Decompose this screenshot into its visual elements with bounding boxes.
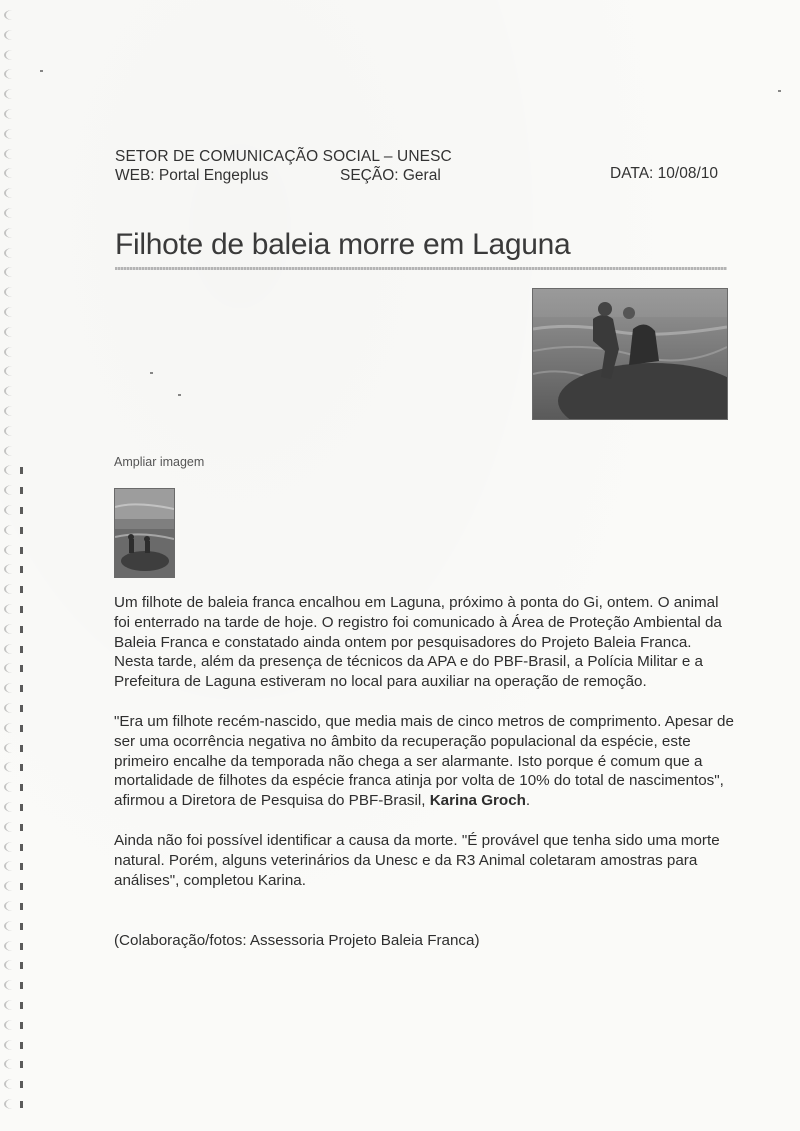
binding-mark (20, 844, 23, 851)
binding-mark (20, 705, 23, 712)
binding-mark (20, 943, 23, 950)
binding-mark (20, 606, 23, 613)
binding-hole (4, 208, 20, 218)
binding-hole (4, 683, 20, 693)
binding-hole (4, 109, 20, 119)
main-photo[interactable] (532, 288, 728, 420)
binding-hole (4, 842, 20, 852)
binding-hole (4, 802, 20, 812)
binding-hole (4, 921, 20, 931)
binding-hole (4, 426, 20, 436)
paragraph-1: Um filhote de baleia franca encalhou em Laguna, próximo à ponta do Gi, ontem. O animal foi enterrado na tarde de hoje. O registro foi comunicado à Área de Proteção Ambiental da Baleia Franca e constatado ainda ontem por pesquisadores do Projeto Baleia Franca. Nesta tarde, além da presença de técnicos da APA e do PBF-Brasil, a Polícia Militar e a Prefeitura de Laguna estiveram no local para auxiliar na operação de remoção. (114, 594, 722, 691)
binding-hole (4, 901, 20, 911)
photo-people-beach-whale-icon (533, 289, 727, 419)
binding-hole (4, 366, 20, 376)
binding-mark (20, 1081, 23, 1088)
binding-mark (20, 784, 23, 791)
binding-hole (4, 307, 20, 317)
binding-mark (20, 1042, 23, 1049)
binding-hole (4, 545, 20, 555)
binding-hole (4, 604, 20, 614)
binding-hole (4, 248, 20, 258)
page-title: Filhote de baleia morre em Laguna (115, 228, 571, 261)
binding-hole (4, 30, 20, 40)
binding-hole (4, 1000, 20, 1010)
binding-mark (20, 685, 23, 692)
binding-mark (20, 547, 23, 554)
binding-hole (4, 644, 20, 654)
binding-hole (4, 782, 20, 792)
section-label: SEÇÃO: Geral (340, 167, 441, 184)
title-divider (115, 267, 727, 270)
scan-speck (150, 372, 153, 374)
binding-hole (4, 406, 20, 416)
binding-hole (4, 1040, 20, 1050)
article-body (114, 593, 734, 910)
binding-mark (20, 923, 23, 930)
thumbnail-photo[interactable] (114, 488, 175, 578)
binding-mark (20, 527, 23, 534)
binding-hole (4, 50, 20, 60)
binding-hole (4, 723, 20, 733)
binding-mark (20, 626, 23, 633)
binding-mark (20, 764, 23, 771)
binding-hole (4, 129, 20, 139)
binding-hole (4, 287, 20, 297)
binding-hole (4, 446, 20, 456)
binding-hole (4, 347, 20, 357)
binding-mark (20, 725, 23, 732)
paragraph-2-text: "Era um filhote recém-nascido, que media mais de cinco metros de comprimento. Apesar de ser uma ocorrência negativa no âmbito da recuperação populacional da espécie, este primeiro encalhe da temporada não chega a ser alarmante. Isto porque é comum que a mortalidade de filhotes da espécie franca atinja por volta de 10% do total de nascimentos", afirmou a Diretora de Pesquisa do PBF-Brasil, (114, 712, 734, 810)
binding-mark (20, 962, 23, 969)
binding-hole (4, 525, 20, 535)
binding-hole (4, 703, 20, 713)
binding-hole (4, 584, 20, 594)
binding-hole (4, 228, 20, 238)
binding-hole (4, 10, 20, 20)
binding-mark (20, 824, 23, 831)
paragraph-3: Ainda não foi possível identificar a causa da morte. "É provável que tenha sido uma morte natural. Porém, alguns veterinários da Unesc e da R3 Animal coletaram amostras para análises", completou Karina. (114, 831, 720, 889)
binding-hole (4, 168, 20, 178)
binding-hole (4, 1059, 20, 1069)
binding-hole (4, 149, 20, 159)
binding-hole (4, 881, 20, 891)
enlarge-image-link[interactable]: Ampliar imagem (114, 455, 205, 469)
binding-hole (4, 762, 20, 772)
binding-mark (20, 507, 23, 514)
binding-mark (20, 586, 23, 593)
binding-hole (4, 663, 20, 673)
binding-mark (20, 566, 23, 573)
date-label: DATA: 10/08/10 (610, 165, 718, 182)
binding-hole (4, 267, 20, 277)
binding-hole (4, 465, 20, 475)
binding-hole (4, 69, 20, 79)
binding-hole (4, 980, 20, 990)
binding-mark (20, 1101, 23, 1108)
binding-hole (4, 861, 20, 871)
binding-hole (4, 485, 20, 495)
binding-hole (4, 327, 20, 337)
binding-hole (4, 386, 20, 396)
binding-mark (20, 1061, 23, 1068)
binding-mark (20, 883, 23, 890)
sector-header: SETOR DE COMUNICAÇÃO SOCIAL – UNESC (115, 148, 452, 165)
web-source: WEB: Portal Engeplus (115, 167, 269, 184)
binding-mark (20, 1002, 23, 1009)
binding-hole (4, 1020, 20, 1030)
binding-mark (20, 982, 23, 989)
binding-hole (4, 89, 20, 99)
paragraph-2 (114, 712, 734, 811)
binding-mark (20, 487, 23, 494)
researcher-name: Karina Groch (429, 792, 526, 810)
binding-mark (20, 745, 23, 752)
binding-mark (20, 665, 23, 672)
binding-mark (20, 646, 23, 653)
photo-credit: (Colaboração/fotos: Assessoria Projeto Baleia Franca) (114, 932, 480, 949)
binding-hole (4, 1099, 20, 1109)
scan-speck (778, 90, 781, 92)
binding-mark (20, 467, 23, 474)
binding-hole (4, 822, 20, 832)
binding-mark (20, 903, 23, 910)
binding-hole (4, 188, 20, 198)
binding-mark (20, 1022, 23, 1029)
scan-speck (178, 394, 181, 396)
binding-hole (4, 564, 20, 574)
binding-hole (4, 941, 20, 951)
paragraph-2-end: . (525, 792, 531, 810)
binding-holes (4, 10, 26, 1125)
binding-mark (20, 804, 23, 811)
binding-hole (4, 743, 20, 753)
binding-hole (4, 960, 20, 970)
binding-hole (4, 1079, 20, 1089)
scan-speck (40, 70, 43, 72)
binding-hole (4, 505, 20, 515)
binding-mark (20, 863, 23, 870)
photo-thumbnail-icon (115, 489, 174, 577)
binding-hole (4, 624, 20, 634)
